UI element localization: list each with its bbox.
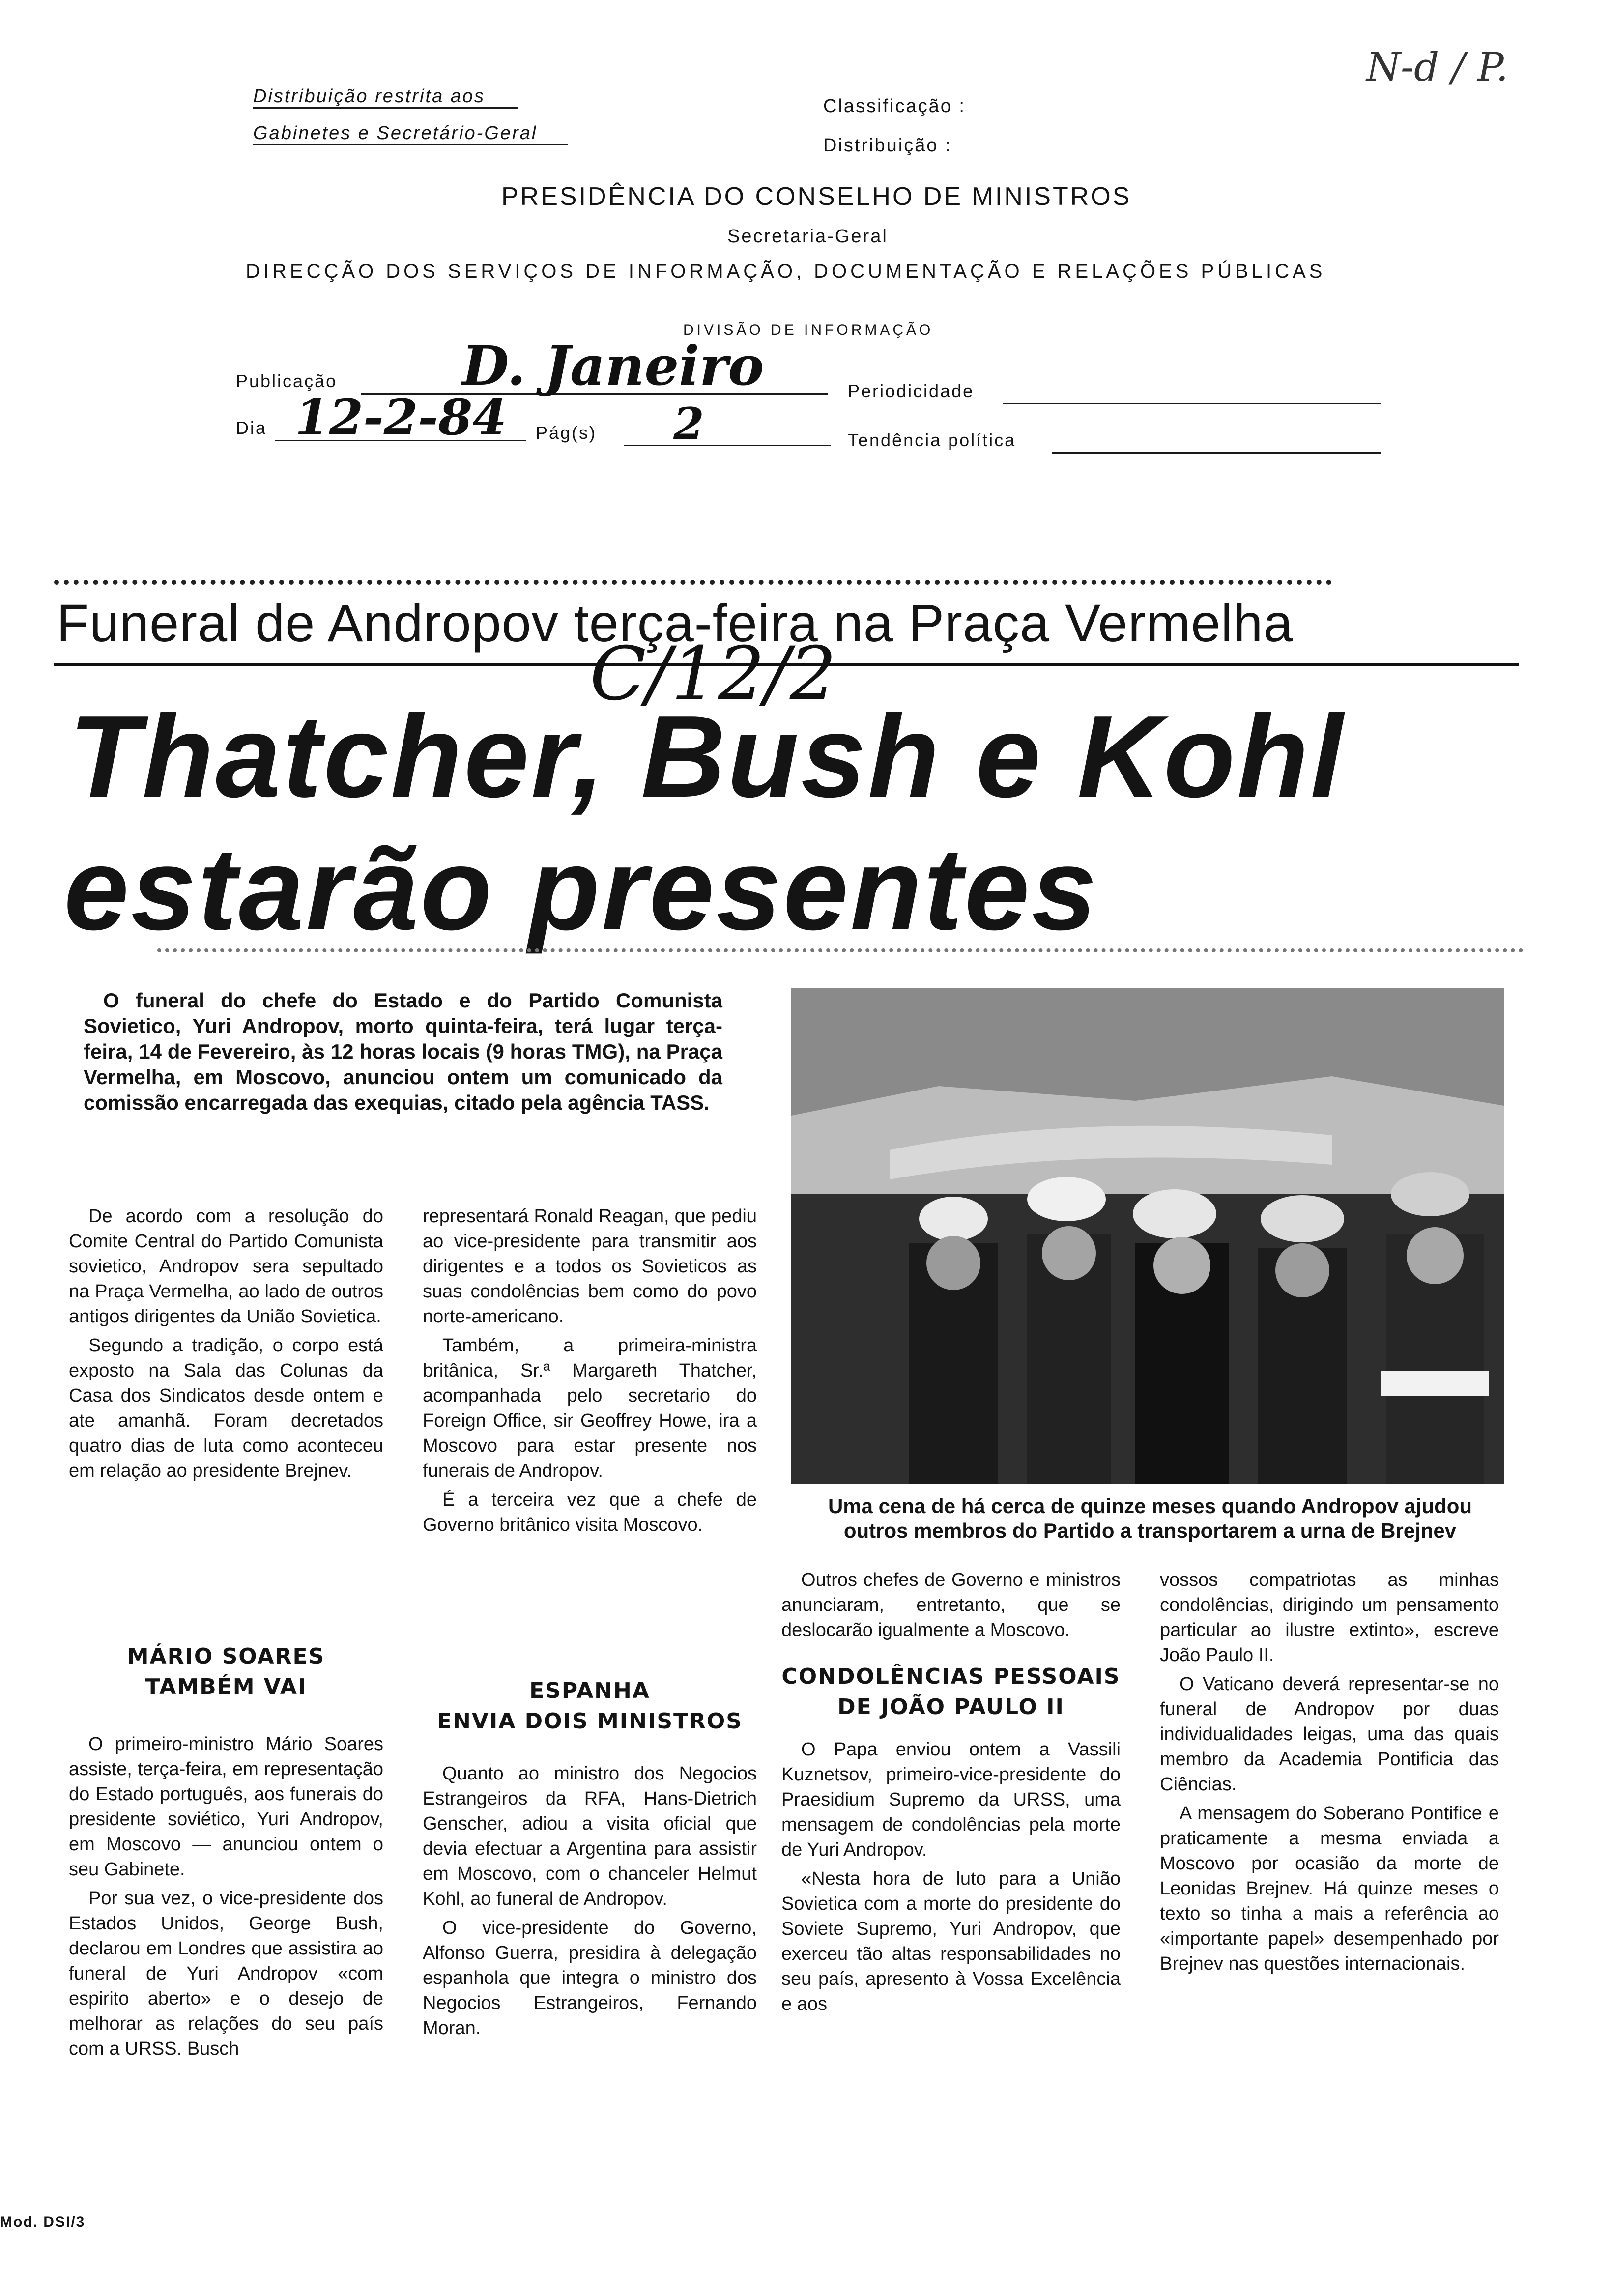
column-b3 <box>781 1568 1121 2021</box>
col1-paragraph-2: Segundo a tradição, o corpo está exposto na Sala das Colunas da Casa dos Sindicatos desde ontem e ate amanhã. Foram decretados quatro dias de luta como aconteceu em relação ao presidente Brejnev. <box>69 1335 383 1481</box>
pags-value: 2 <box>673 398 704 450</box>
handwritten-code: C/12/2 <box>590 631 837 717</box>
b4-paragraph-3: A mensagem do Soberano Pontifice e praticamente a mesma enviada a Moscovo por ocasião da morte de Leonidas Brejnev. Há quinze meses o texto so tinha a mais a referência ao «importante papel» desempenhado por Brejnev nas questões internacionais. <box>1160 1803 1499 1974</box>
column-2 <box>423 1204 757 1542</box>
col2-paragraph-2: Também, a primeira-ministra britânica, Sr.ª Margareth Thatcher, acompanhada pelo secretario do Foreign Office, sir Geoffrey Howe, ira a Moscovo para estar presente nos funerais de Andropov. <box>423 1335 757 1481</box>
photo-caption: Uma cena de há cerca de quinze meses quando Andropov ajudou outros membros do Partido a transportarem a urna de Brejnev <box>828 1494 1472 1542</box>
margin-handwritten-note: N-d / P. <box>1366 44 1509 90</box>
dia-value: 12-2-84 <box>295 388 507 446</box>
kicker-headline: Funeral de Andropov terça-feira na Praça Vermelha <box>57 593 1294 653</box>
distribution-line-1: Distribuição restrita aos <box>253 86 518 109</box>
photo-figures <box>791 988 1504 1484</box>
secretaria-geral: Secretaria-Geral <box>727 226 888 247</box>
b1-paragraph-1: O primeiro-ministro Mário Soares assiste, terça-feira, em representação do Estado português, aos funerais do presidente soviético, Yuri Andropov, em Moscovo — anunciou ontem o seu Gabinete. <box>69 1734 383 1880</box>
headline-line-2: estarão presentes <box>64 824 1099 954</box>
b2-paragraph-2: O vice-presidente do Governo, Alfonso Guerra, presidira à delegação espanhola que integra o ministro dos Negocios Estrangeiros, Fernando Moran. <box>423 1918 757 2038</box>
subhead-condolencias <box>781 1662 1121 1722</box>
subhead-mario-soares <box>69 1641 383 1702</box>
b2-paragraph-1: Quanto ao ministro dos Negocios Estrangeiros da RFA, Hans-Dietrich Genscher, adiou a visita oficial que devia efectuar a Argentina para assistir em Moscovo, com o chanceler Helmut Kohl, ao funeral de Andropov. <box>423 1763 757 1909</box>
column-b2 <box>423 1676 757 2045</box>
periodicidade-label: Periodicidade <box>848 381 975 401</box>
col2-paragraph-1: representará Ronald Reagan, que pediu ao vice-presidente para transmitir aos dirigentes e a todos os Sovieticos as suas condolências bem como do povo norte-americano. <box>423 1206 757 1327</box>
subhead-2-line-1: ESPANHA <box>529 1678 650 1703</box>
distribuicao-label: Distribuição : <box>823 135 952 156</box>
subhead-3-line-1: CONDOLÊNCIAS PESSOAIS <box>781 1664 1121 1689</box>
b4-paragraph-1: vossos compatriotas as minhas condolências, dirigindo um pensamento particular ao ilustre extinto», escreve João Paulo II. <box>1160 1570 1499 1665</box>
b1-paragraph-2: Por sua vez, o vice-presidente dos Estados Unidos, George Bush, declarou em Londres que assistira ao funeral de Yuri Andropov «com espirito aberto» e o desejo de melhorar as relações do seu país com a URSS. Busch <box>69 1888 383 2059</box>
pags-label: Pág(s) <box>536 423 597 443</box>
b4-paragraph-2: O Vaticano deverá representar-se no funeral de Andropov por duas individualidades leigas, uma das quais membro da Academia Pontificia das Ciências. <box>1160 1674 1499 1795</box>
form-model-code: Mod. DSI/3 <box>0 2214 86 2230</box>
subhead-1-line-1: MÁRIO SOARES <box>127 1644 325 1669</box>
divisao-informacao: DIVISÃO DE INFORMAÇÃO <box>683 322 934 338</box>
subhead-2-line-2: ENVIA DOIS MINISTROS <box>436 1709 743 1734</box>
periodicidade-line <box>1003 403 1381 404</box>
column-b1 <box>69 1641 383 2066</box>
tendencia-label: Tendência política <box>848 430 1016 450</box>
direccao-line: DIRECÇÃO DOS SERVIÇOS DE INFORMAÇÃO, DOCUMENTAÇÃO E RELAÇÕES PÚBLICAS <box>246 260 1326 282</box>
pags-line <box>624 445 831 446</box>
col1-paragraph-1: De acordo com a resolução do Comite Central do Partido Comunista sovietico, Andropov sera sepultado na Praça Vermelha, ao lado de outros antigos dirigentes da União Sovietica. <box>69 1206 383 1327</box>
col2-paragraph-3: É a terceira vez que a chefe de Governo britânico visita Moscovo. <box>423 1490 757 1535</box>
b3-paragraph-2: O Papa enviou ontem a Vassili Kuznetsov, primeiro-vice-presidente do Praesidium Supremo da URSS, uma mensagem de condolências pela morte de Yuri Andropov. <box>781 1739 1121 1860</box>
subhead-3-line-2: DE JOÃO PAULO II <box>837 1694 1065 1720</box>
tendencia-line <box>1052 452 1381 454</box>
headline-line-1: Thatcher, Bush e Kohl <box>69 691 1345 822</box>
subhead-espanha <box>423 1676 757 1737</box>
classificacao-label: Classificação : <box>823 96 966 116</box>
publicacao-value: D. Janeiro <box>462 334 764 398</box>
subhead-1-line-2: TAMBÉM VAI <box>145 1674 307 1699</box>
publicacao-label: Publicação <box>236 371 338 391</box>
headline-noise <box>157 948 1524 957</box>
column-1 <box>69 1204 383 1488</box>
lead-paragraph <box>84 988 722 1119</box>
news-photo <box>791 988 1504 1484</box>
dia-label: Dia <box>236 418 267 438</box>
lead-text: O funeral do chefe do Estado e do Partido Comunista Sovietico, Yuri Andropov, morto quinta-feira, terá lugar terça-feira, 14 de Fevereiro, às 12 horas locais (9 horas TMG), na Praça Vermelha, em Moscovo, anunciou ontem um comunicado da comissão encarregada das exequias, citado pela agência TASS. <box>84 989 722 1114</box>
clipping-top-edge <box>54 580 1332 591</box>
column-b4 <box>1160 1568 1499 1980</box>
b3-paragraph-1: Outros chefes de Governo e ministros anunciaram, entretanto, que se deslocarão igualmente a Moscovo. <box>781 1570 1121 1640</box>
distribution-line-2: Gabinetes e Secretário-Geral <box>253 123 568 145</box>
presidencia-title: PRESIDÊNCIA DO CONSELHO DE MINISTROS <box>501 182 1132 211</box>
b3-paragraph-3: «Nesta hora de luto para a União Sovietica com a morte do presidente do Soviete Supremo, Yuri Andropov, que exerceu tão altas responsabilidades no seu país, apresento à Vossa Excelência e aos <box>781 1868 1121 2014</box>
